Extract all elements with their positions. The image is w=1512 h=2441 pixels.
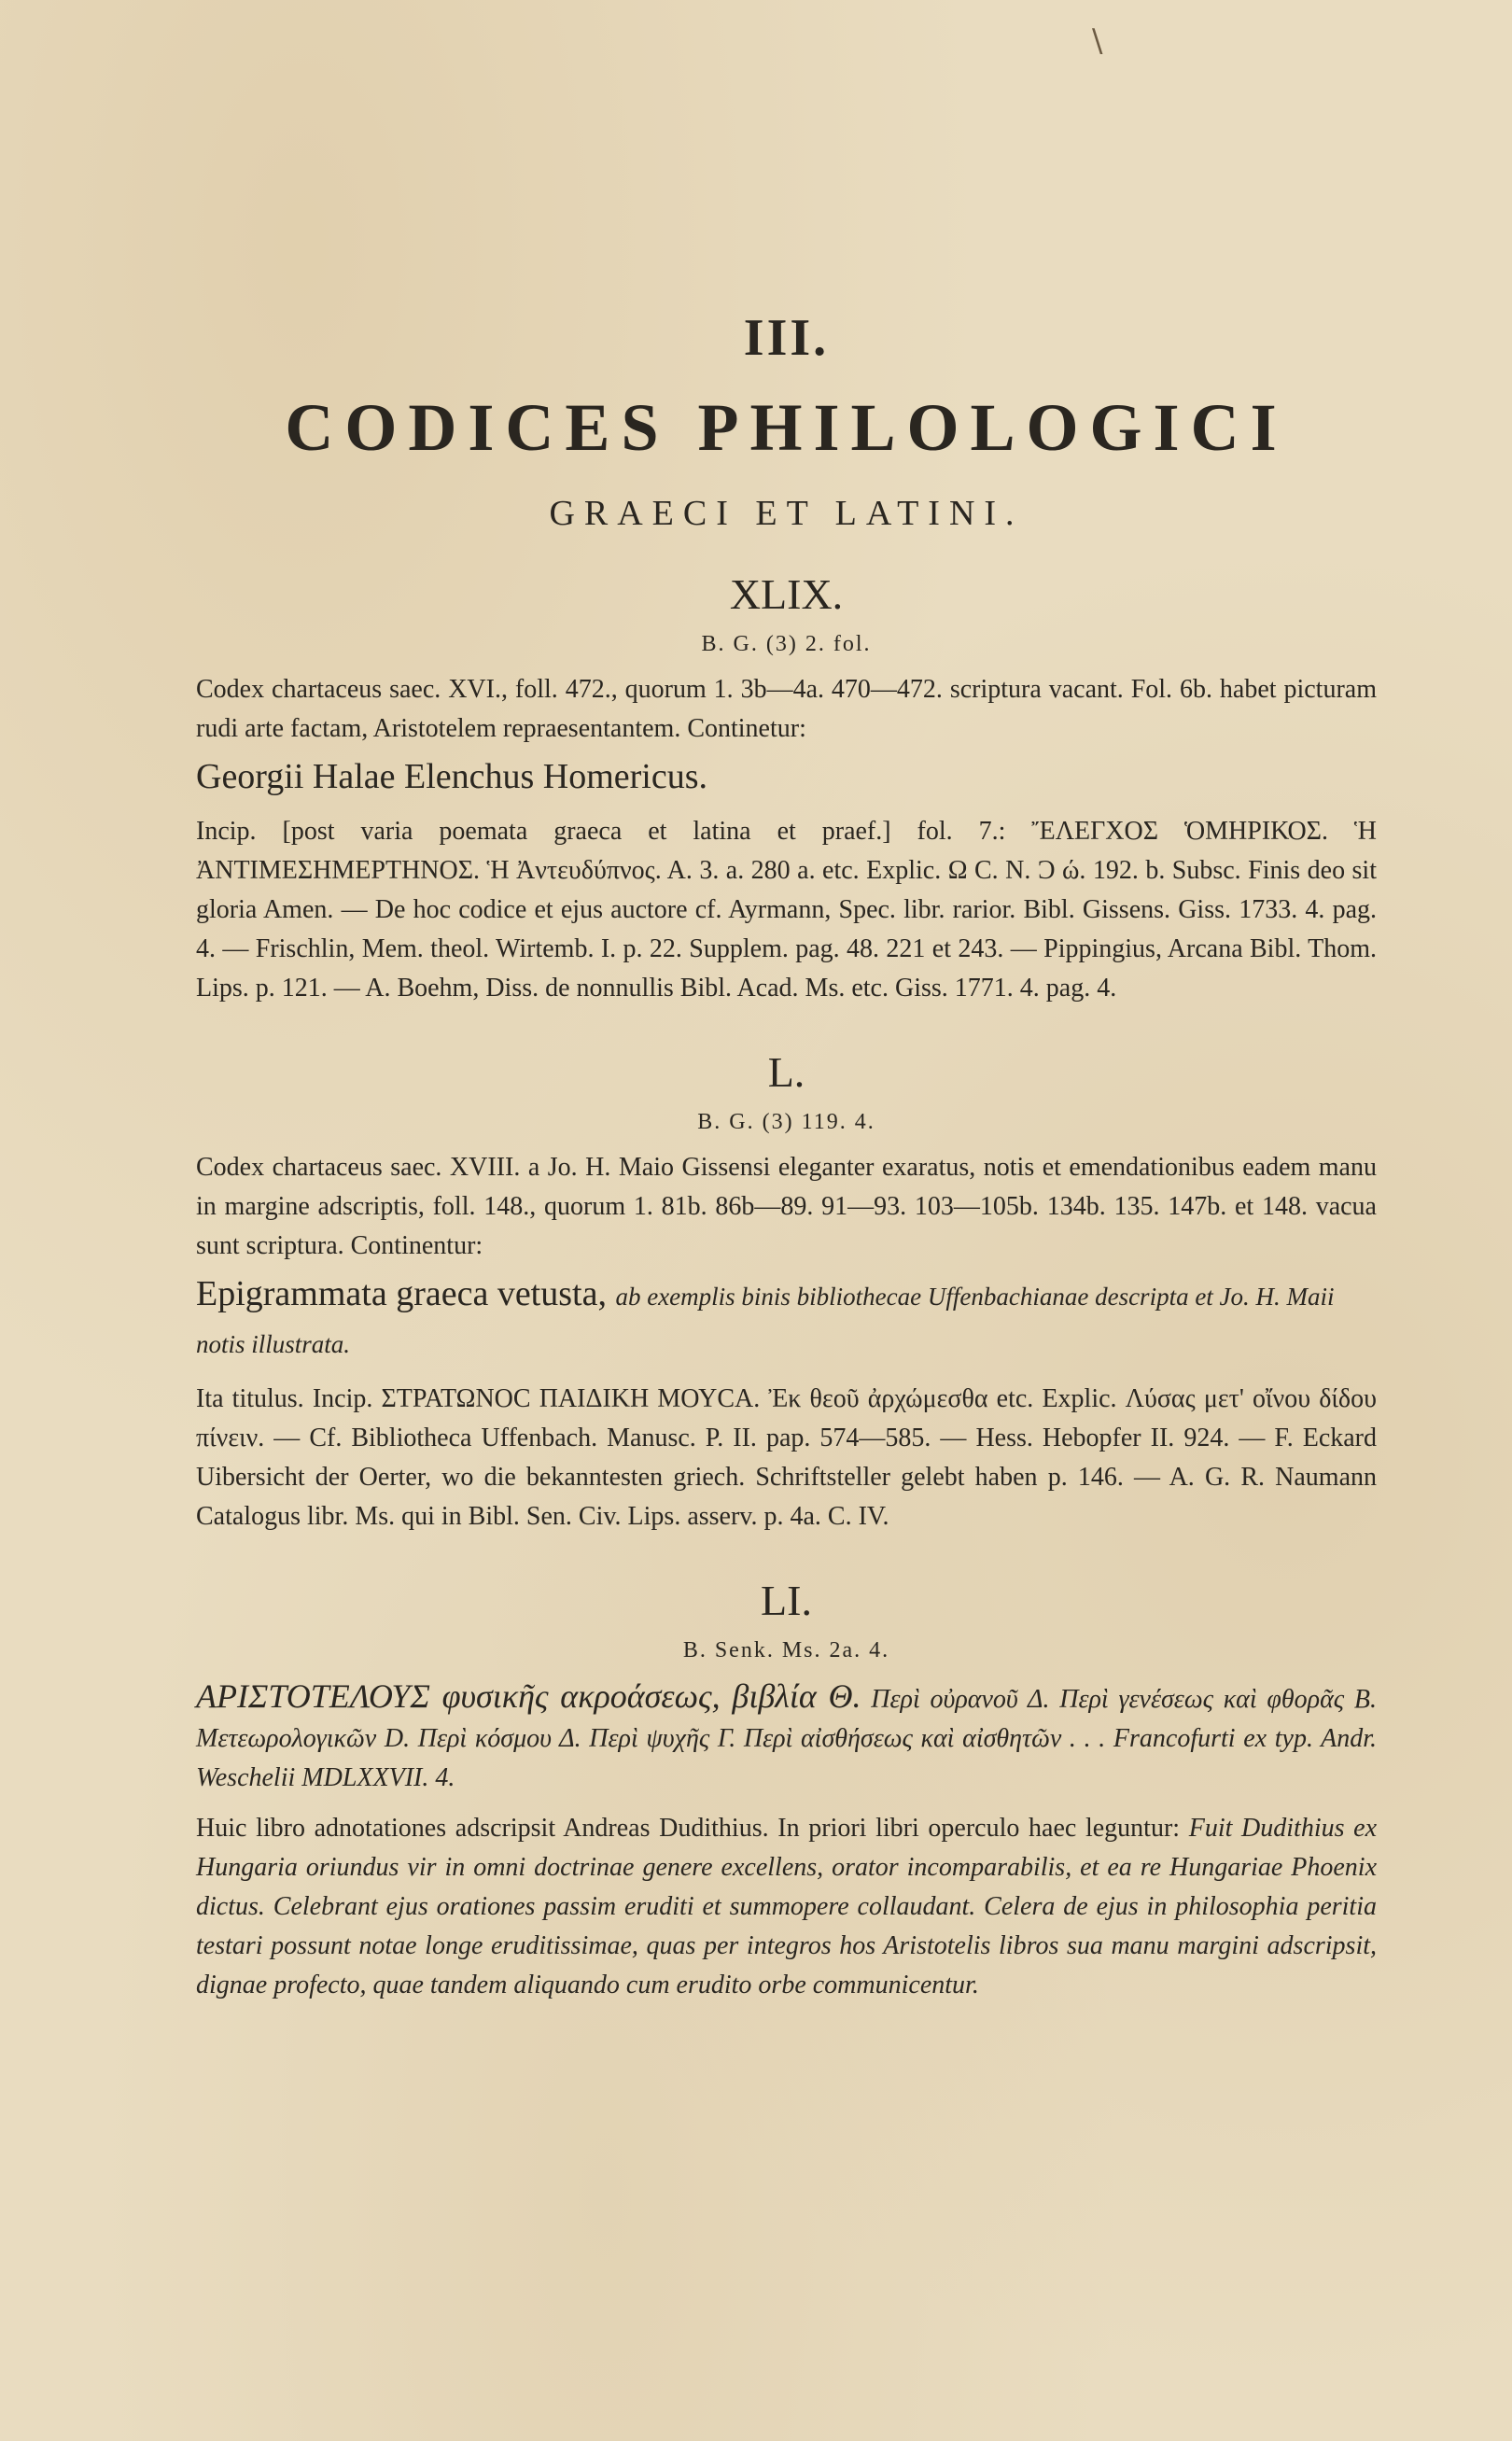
corner-mark: \: [1092, 22, 1103, 60]
section-roman: III.: [743, 309, 830, 367]
page-title: CODICES PHILOLOGICI: [285, 390, 1288, 465]
entry-work-line: [196, 1676, 1377, 1798]
work-note: ab exemplis binis bibliothecae Uffenbachianae descripta et Jo. H. Maii notis illustrata.: [196, 1283, 1335, 1358]
entry-body: [196, 1809, 1377, 2005]
entry-number: L.: [767, 1048, 805, 1096]
entry-description: Περὶ οὐρανοῦ Δ. Περὶ γενέσεως καὶ φθορᾶς Β. Μετεωρολογικῶν D. Περὶ κόσμου Δ. Περὶ ψυχῆς Γ. Περὶ αἰσθήσεως καὶ αἰσθητῶν . . . Francofurti ex typ. Andr. Weschelii MDLXXVII. 4.: [196, 1685, 1377, 1792]
work-title: ΑΡΙΣΤΟΤΕΛΟΥΣ φυσικῆς ακροάσεως, βιβλία Θ.: [196, 1677, 861, 1715]
work-title: Georgii Halae Elenchus Homericus.: [196, 757, 708, 796]
work-title: Epigrammata graeca vetusta,: [196, 1274, 607, 1313]
entry-li: [196, 1576, 1377, 2005]
page-subtitle: GRAECI ET LATINI.: [549, 494, 1024, 533]
entry-body: Incip. [post varia poemata graeca et latina et praef.] fol. 7.: ἜΛΕΓΧΟΣ ὉΜΗΡΙΚΟΣ. Ἡ ἈΝΤΙΜΕΣΗΜΕΡΤΗΝΟΣ. Ἡ Ἀντευδύπνος. Α. 3. a. 280 a. etc. Explic. Ω C. Ν. Ɔ ώ. 192. b. Subsc. Finis deo sit gloria Amen. — De hoc codice et ejus auctore cf. Ayrmann, Spec. libr. rarior. Bibl. Gissens. Giss. 1733. 4. pag. 4. — Frischlin, Mem. theol. Wirtemb. I. p. 22. Supplem. pag. 48. 221 et 243. — Pippingius, Arcana Bibl. Thom. Lips. p. 121. — A. Boehm, Diss. de nonnullis Bibl. Acad. Ms. etc. Giss. 1771. 4. pag. 4.: [196, 817, 1377, 1003]
entry-number: XLIX.: [729, 570, 844, 618]
page-content: [196, 308, 1377, 2005]
entry-description: Codex chartaceus saec. XVIII. a Jo. H. Maio Gissensi eleganter exaratus, notis et emendationibus eadem manu in margine adscriptis, foll. 148., quorum 1. 81b. 86b—89. 91—93. 103—105b. 134b. 135. 147b. et 148. vacua sunt scriptura. Continentur:: [196, 1153, 1377, 1260]
entry-xlix: [196, 569, 1377, 1008]
entry-signature: B. G. (3) 119. 4.: [697, 1110, 875, 1134]
entry-body: Ita titulus. Incip. ΣΤΡΑΤΩΝΟC ΠΑΙΔΙΚΗ ΜΟΥCΑ. Ἐκ θεοῦ ἀρχώμεσθα etc. Explic. Λύσας μετ' οἴνου δίδου πίνειν. — Cf. Bibliotheca Uffenbach. Manusc. P. II. pap. 574—585. — Hess. Hebopfer II. 924. — F. Eckard Uibersicht der Oerter, wo die bekanntesten griech. Schriftsteller gelebt haben p. 146. — A. G. R. Naumann Catalogus libr. Ms. qui in Bibl. Sen. Civ. Lips. asserv. p. 4a. C. IV.: [196, 1384, 1377, 1531]
entry-l: [196, 1047, 1377, 1536]
entry-number: LI.: [761, 1577, 812, 1624]
entry-signature: B. G. (3) 2. fol.: [701, 632, 872, 656]
work-title-line: [196, 1271, 1377, 1367]
entry-signature: B. Senk. Ms. 2a. 4.: [682, 1638, 890, 1662]
entry-body-quote: Fuit Dudithius ex Hungaria oriundus vir in omni doctrinae genere excellens, orator incomparabilis, et ea re Hungariae Phoenix dictus. Celebrant ejus orationes passim eruditi et summopere collaudant. Celera de ejus in philosophia peritia testari possunt notae longe eruditissimae, quas per integros hos Aristotelis libros sua manu margini adscripsit, dignae profecto, quae tandem aliquando cum erudito orbe communicentur.: [196, 1814, 1377, 1999]
entry-body-plain: Huic libro adnotationes adscripsit Andreas Dudithius. In priori libri operculo haec leguntur:: [196, 1814, 1181, 1843]
entry-description: Codex chartaceus saec. XVI., foll. 472., quorum 1. 3b—4a. 470—472. scriptura vacant. Fol. 6b. habet picturam rudi arte factam, Aristotelem repraesentantem. Continetur:: [196, 675, 1377, 743]
